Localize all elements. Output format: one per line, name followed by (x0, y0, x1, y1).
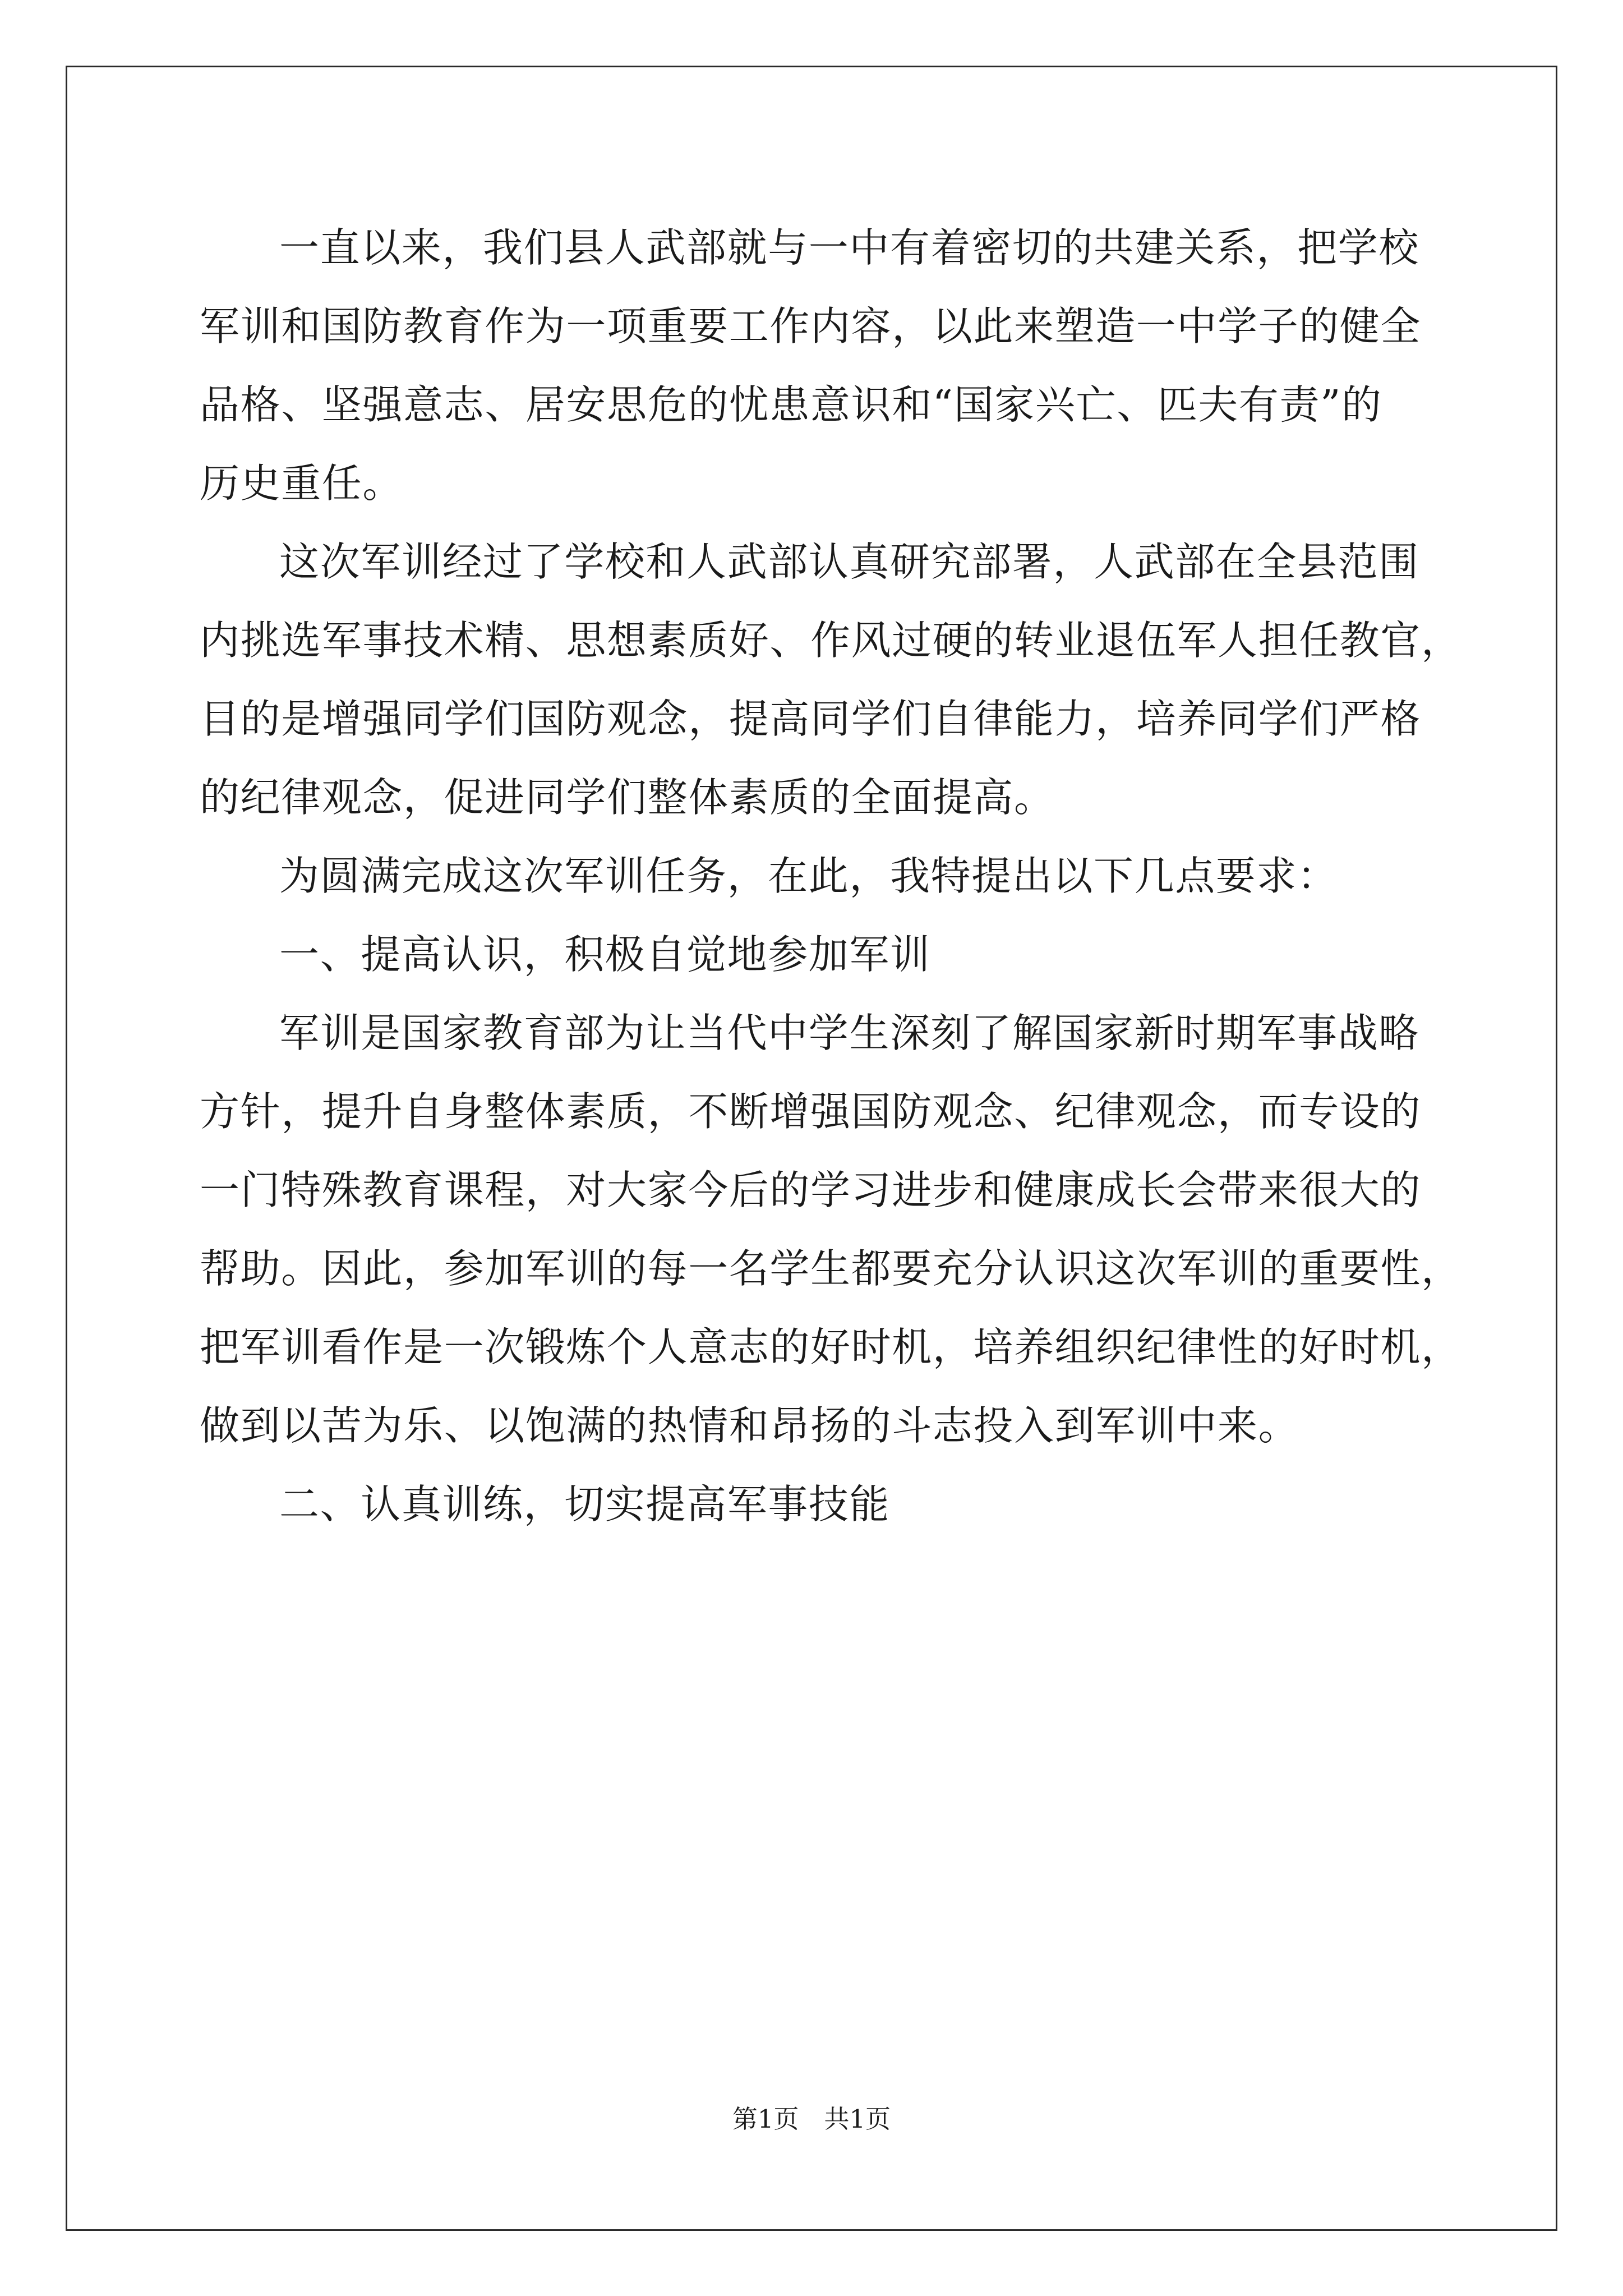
page-number-footer: 第1页 共1页 (732, 2104, 891, 2134)
text-line: 一、提高认识，积极自觉地参加军训 (279, 931, 931, 978)
text-line: 一门特殊教育课程，对大家今后的学习进步和健康成长会带来很大的 (200, 1167, 1422, 1213)
document-body (200, 209, 1462, 1544)
section-heading-1 (200, 915, 1431, 994)
text-line: 内挑选军事技术精、思想素质好、作风过硬的转业退伍军人担任教官， (200, 617, 1462, 664)
text-line: 目的是增强同学们国防观念，提高同学们自律能力，培养同学们严格 (200, 696, 1422, 742)
text-line: 的纪律观念，促进同学们整体素质的全面提高。 (200, 774, 1055, 821)
section-heading-2 (200, 1465, 1431, 1544)
text-line: 二、认真训练，切实提高军事技能 (279, 1481, 891, 1527)
text-line: 把军训看作是一次锻炼个人意志的好时机，培养组织纪律性的好时机， (200, 1324, 1462, 1370)
text-line: 一直以来，我们县人武部就与一中有着密切的共建关系，把学校 (279, 224, 1419, 271)
paragraph-4 (200, 994, 1462, 1465)
text-line: 历史重任。 (200, 460, 404, 507)
text-line: 品格、坚强意志、居安思危的忧患意识和“国家兴亡、匹夫有责”的 (200, 381, 1382, 428)
text-line: 军训和国防教育作为一项重要工作内容，以此来塑造一中学子的健全 (200, 303, 1422, 349)
text-line: 做到以苦为乐、以饱满的热情和昂扬的斗志投入到军训中来。 (200, 1402, 1299, 1449)
paragraph-2 (200, 523, 1462, 837)
text-line: 帮助。因此，参加军训的每一名学生都要充分认识这次军训的重要性， (200, 1245, 1462, 1292)
paragraph-1 (200, 209, 1431, 523)
text-line: 这次军训经过了学校和人武部认真研究部署，人武部在全县范围 (279, 539, 1419, 585)
text-line: 军训是国家教育部为让当代中学生深刻了解国家新时期军事战略 (279, 1010, 1419, 1056)
paragraph-3 (200, 837, 1431, 915)
text-line: 为圆满完成这次军训任务，在此，我特提出以下几点要求： (279, 853, 1338, 899)
text-line: 方针，提升自身整体素质，不断增强国防观念、纪律观念，而专设的 (200, 1088, 1422, 1135)
